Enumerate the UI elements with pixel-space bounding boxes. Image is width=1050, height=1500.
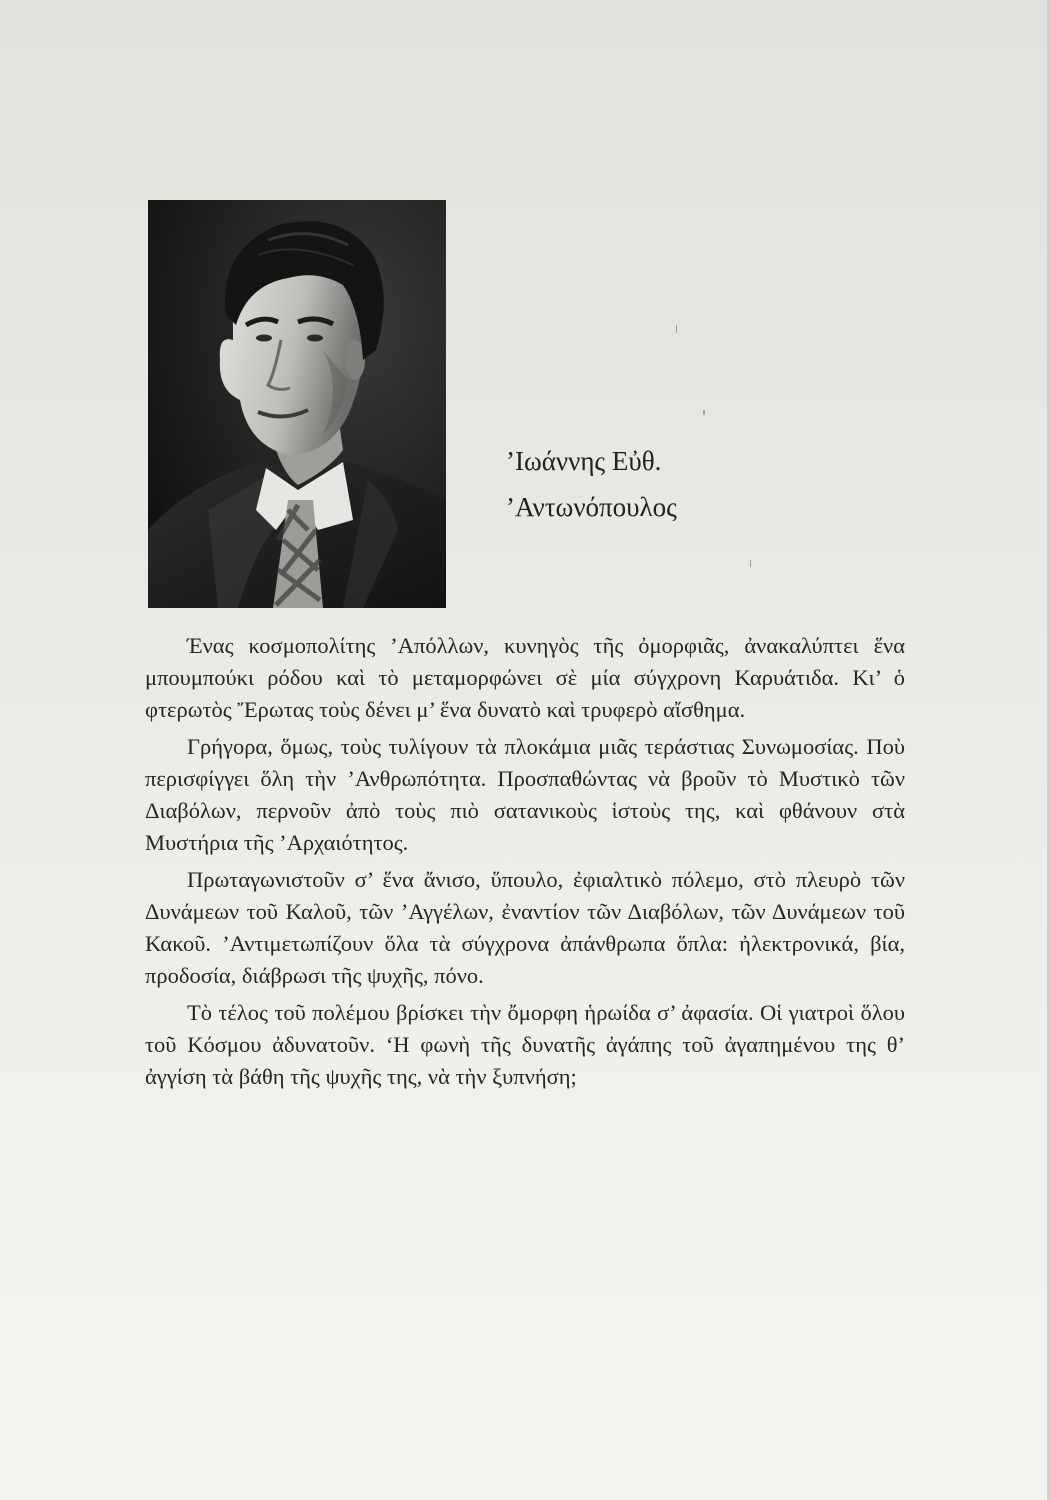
paper-speck <box>750 560 751 567</box>
paper-speck <box>703 410 705 415</box>
portrait-illustration <box>148 200 446 608</box>
blurb-paragraph-1: Ένας κοσμοπολίτης ’Απόλλων, κυνηγὸς τῆς ὀμορφιᾶς, ἀνακαλύπτει ἕνα μπουμπούκι ρόδου καὶ τὸ μεταμορφώνει σὲ μία σύγχρονη Καρυάτιδα. Κι’ ὁ φτερωτὸς Ἔρωτας τοὺς δένει μ’ ἕνα δυνατὸ καὶ τρυφερὸ αἴσθημα. <box>145 633 905 722</box>
author-last-name: ’Αντωνόπουλος <box>506 492 677 522</box>
blurb-paragraph-4: Τὸ τέλος τοῦ πολέμου βρίσκει τὴν ὄμορφη ἡρωίδα σ’ ἀφασία. Οἱ γιατροὶ ὅλου τοῦ Κόσμου ἀδυνατοῦν. ‘Η φωνὴ τῆς δυνατῆς ἀγάπης τοῦ ἀγαπημένου της θ’ ἀγγίση τὰ βάθη τῆς ψυχῆς της, νὰ τὴν ξυπνήση; <box>145 1000 905 1089</box>
book-blurb <box>145 630 905 1098</box>
blurb-paragraph-3: Πρωταγωνιστοῦν σ’ ἕνα ἄνισο, ὕπουλο, ἐφιαλτικὸ πόλεμο, στὸ πλευρὸ τῶν Δυνάμεων τοῦ Καλοῦ, τῶν ’Αγγέλων, ἐναντίον τῶν Διαβόλων, τῶν Δυνάμεων τοῦ Κακοῦ. ’Αντιμετωπίζουν ὅλα τὰ σύγχρονα ἀπάνθρωπα ὅπλα: ἠλεκτρονικά, βία, προδοσία, διάβρωσι τῆς ψυχῆς, πόνο. <box>145 867 905 988</box>
paper-speck <box>676 325 677 333</box>
author-name <box>506 438 677 530</box>
blurb-paragraph-2: Γρήγορα, ὅμως, τοὺς τυλίγουν τὰ πλοκάμια μιᾶς τεράστιας Συνωμοσίας. Ποὺ περισφίγγει ὅλη τὴν ’Ανθρωπότητα. Προσπαθώντας νὰ βροῦν τὸ Μυστικὸ τῶν Διαβόλων, περνοῦν ἀπὸ τοὺς πιὸ σατανικοὺς ἱστοὺς της, καὶ φθάνουν στὰ Μυστήρια τῆς ’Αρχαιότητος. <box>145 734 905 855</box>
author-first-name: ’Ιωάννης Εὐθ. <box>506 446 662 476</box>
author-portrait-photo <box>148 200 446 608</box>
